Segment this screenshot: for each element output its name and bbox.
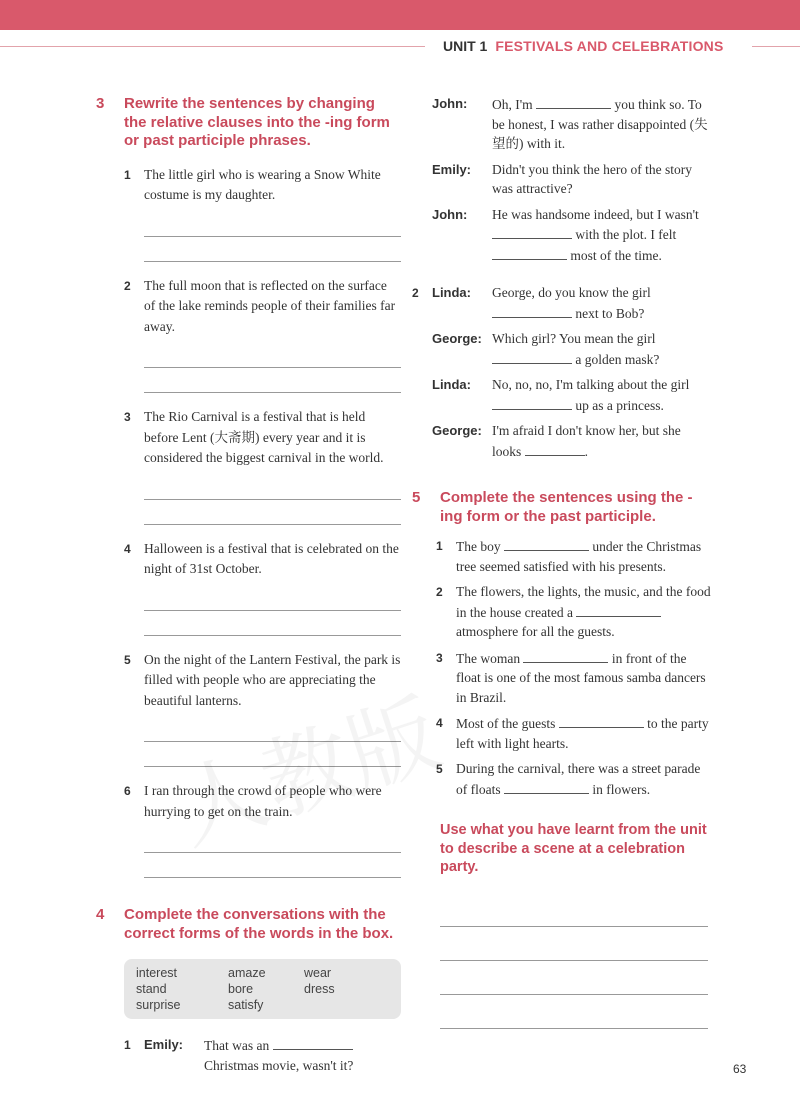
item-number: 6 bbox=[124, 784, 131, 798]
conversation-line bbox=[412, 283, 712, 323]
item-number: 5 bbox=[124, 652, 131, 667]
section-number: 3 bbox=[96, 95, 105, 112]
answer-lines[interactable] bbox=[144, 475, 401, 525]
section-5-heading bbox=[412, 489, 712, 526]
box-word: surprise bbox=[136, 998, 181, 1012]
section-3-heading bbox=[96, 95, 401, 151]
item-number: 4 bbox=[124, 541, 131, 556]
item-text: The little girl who is wearing a Snow White costume is my daughter. bbox=[144, 166, 381, 202]
conversation-line bbox=[432, 160, 712, 199]
speaker: George: bbox=[432, 331, 482, 346]
item-number: 1 bbox=[124, 167, 131, 182]
box-word: wear bbox=[304, 966, 332, 980]
blank[interactable] bbox=[492, 224, 572, 239]
blank[interactable] bbox=[492, 245, 567, 260]
item-text: The woman in front of the float is one of the most famous samba dancers in Brazil. bbox=[456, 648, 712, 708]
speech: I'm afraid I don't know her, but she looks . bbox=[492, 423, 681, 459]
box-word: satisfy bbox=[228, 998, 264, 1012]
answer-lines[interactable] bbox=[144, 828, 401, 878]
item-text: During the carnival, there was a street parade of floats in flowers. bbox=[456, 761, 701, 797]
answer-lines[interactable] bbox=[144, 717, 401, 767]
item-number: 2 bbox=[436, 585, 443, 599]
blank[interactable] bbox=[504, 779, 589, 794]
item-text: The Rio Carnival is a festival that is held before Lent (大斋期) every year and it is considered the biggest carnival in the world. bbox=[144, 409, 384, 465]
conversation-line bbox=[432, 375, 712, 415]
blank[interactable] bbox=[576, 602, 661, 617]
conversation-line bbox=[124, 1035, 401, 1075]
speech: That was an Christmas movie, wasn't it? bbox=[204, 1035, 401, 1075]
section-instruction: Complete the sentences using the -ing form or the past participle. bbox=[440, 489, 693, 525]
unit-label: UNIT 1 bbox=[443, 38, 488, 54]
section-4-heading bbox=[96, 906, 401, 943]
exercise-item bbox=[124, 276, 401, 338]
left-column bbox=[96, 95, 401, 1075]
item-number: 2 bbox=[124, 278, 131, 293]
exercise-item bbox=[436, 648, 712, 708]
exercise-item bbox=[436, 713, 712, 753]
exercise-item bbox=[124, 165, 401, 206]
speaker: Linda: bbox=[432, 377, 471, 392]
item-number: 3 bbox=[436, 650, 443, 665]
conversation-line bbox=[432, 329, 712, 369]
item-number: 5 bbox=[436, 762, 443, 776]
exercise-item bbox=[124, 781, 401, 822]
blank[interactable] bbox=[559, 713, 644, 728]
exercise-item bbox=[436, 536, 712, 576]
speech: No, no, no, I'm talking about the girl up as a princess. bbox=[492, 377, 690, 413]
item-number: 4 bbox=[436, 716, 443, 730]
blank[interactable] bbox=[492, 395, 572, 410]
speaker: John: bbox=[432, 96, 468, 111]
item-text: The boy under the Christmas tree seemed satisfied with his presents. bbox=[456, 536, 712, 576]
speech: He was handsome indeed, but I wasn't with the plot. I felt most of the time. bbox=[492, 206, 699, 263]
section-number: 4 bbox=[96, 906, 105, 923]
exercise-item bbox=[124, 539, 401, 580]
item-text: Most of the guests to the party left with light hearts. bbox=[456, 713, 712, 753]
top-color-band bbox=[0, 0, 800, 30]
header-rule-right bbox=[752, 46, 800, 47]
box-word: interest bbox=[136, 966, 177, 980]
blank[interactable] bbox=[504, 536, 589, 551]
blank[interactable] bbox=[523, 648, 608, 663]
box-word: stand bbox=[136, 982, 167, 996]
speech: Didn't you think the hero of the story was attractive? bbox=[492, 161, 693, 196]
item-number: 1 bbox=[436, 539, 443, 553]
blank[interactable] bbox=[525, 441, 585, 456]
speech: Which girl? You mean the girl a golden mask? bbox=[492, 331, 660, 367]
unit-title: FESTIVALS AND CELEBRATIONS bbox=[495, 38, 724, 54]
section-instruction: Rewrite the sentences by changing the relative clauses into the -ing form or past participle phrases. bbox=[124, 95, 390, 149]
blank[interactable] bbox=[536, 94, 611, 109]
exercise-item bbox=[124, 407, 401, 469]
answer-lines[interactable] bbox=[144, 586, 401, 636]
header-rule bbox=[0, 46, 425, 47]
item-text: I ran through the crowd of people who were hurrying to get on the train. bbox=[144, 783, 382, 819]
exercise-item bbox=[436, 582, 712, 642]
conversation-line bbox=[432, 205, 712, 266]
item-text: On the night of the Lantern Festival, the park is filled with people who are appreciating the beautiful lanterns. bbox=[144, 651, 401, 708]
speaker: George: bbox=[432, 423, 482, 438]
blank[interactable] bbox=[492, 349, 572, 364]
answer-lines[interactable] bbox=[144, 212, 401, 262]
blank[interactable] bbox=[273, 1035, 353, 1050]
box-word: dress bbox=[304, 982, 335, 996]
item-number: 3 bbox=[124, 410, 131, 424]
conversation-number: 2 bbox=[412, 286, 419, 300]
exercise-item bbox=[436, 759, 712, 799]
exercise-item bbox=[124, 650, 401, 712]
writing-prompt: Use what you have learnt from the unit to describe a scene at a celebration party. bbox=[440, 822, 707, 875]
speaker: Emily: bbox=[144, 1037, 184, 1052]
speech: Oh, I'm you think so. To be honest, I was rather disappointed (失望的) with it. bbox=[492, 94, 712, 154]
section-instruction: Complete the conversations with the correct forms of the words in the box. bbox=[124, 906, 394, 942]
conversation-number: 1 bbox=[124, 1038, 131, 1052]
writing-lines[interactable] bbox=[440, 893, 708, 1029]
item-text: The flowers, the lights, the music, and the food in the house created a atmosphere for all the guests. bbox=[456, 584, 711, 639]
answer-lines[interactable] bbox=[144, 343, 401, 393]
unit-header bbox=[443, 38, 724, 54]
right-column bbox=[412, 94, 712, 1029]
box-word: amaze bbox=[228, 966, 266, 980]
word-box bbox=[124, 959, 401, 1019]
section-number: 5 bbox=[412, 489, 421, 506]
item-text: The full moon that is reflected on the surface of the lake reminds people of their families far away. bbox=[144, 277, 396, 334]
page-number: 63 bbox=[733, 1062, 747, 1076]
conversation-line bbox=[432, 94, 712, 154]
speech: George, do you know the girl next to Bob? bbox=[492, 285, 651, 321]
speaker: John: bbox=[432, 206, 468, 222]
blank[interactable] bbox=[492, 303, 572, 318]
speaker: Linda: bbox=[432, 285, 471, 300]
item-text: Halloween is a festival that is celebrated on the night of 31st October. bbox=[144, 540, 399, 576]
box-word: bore bbox=[228, 982, 254, 996]
conversation-line bbox=[432, 421, 712, 461]
speaker: Emily: bbox=[432, 161, 472, 177]
